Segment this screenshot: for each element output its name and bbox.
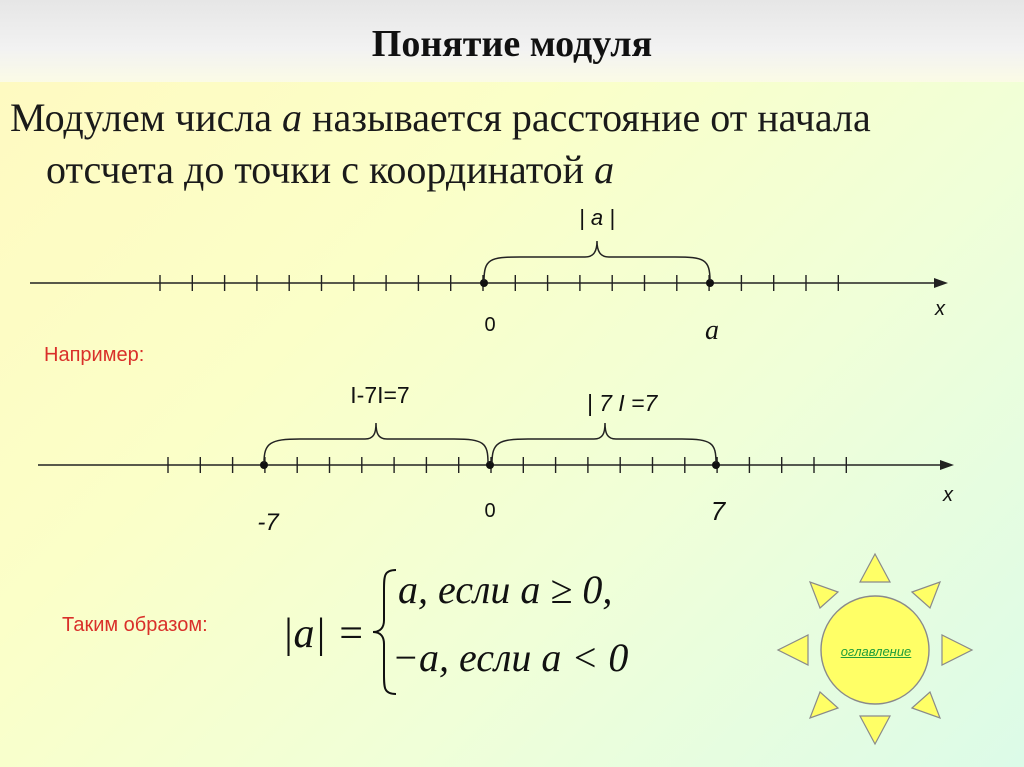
formula-case2: −a, если a < 0: [392, 635, 629, 680]
number-line-2: [0, 375, 1024, 555]
definition-var2: a: [594, 147, 615, 192]
right-brace-label: | 7 I =7: [586, 390, 658, 416]
number-line-1: [0, 195, 1024, 355]
formula-lhs: |a| =: [282, 611, 365, 657]
example-label: Например:: [44, 344, 145, 366]
left-brace-label: I-7I=7: [350, 382, 410, 408]
right-brace: [492, 423, 716, 463]
conclusion-label: Таким образом:: [62, 614, 208, 636]
contents-link[interactable]: оглавление: [840, 644, 912, 659]
zero-label-2: 0: [484, 500, 496, 522]
neg7-label: -7: [257, 509, 279, 536]
definition-part1: Модулем числа: [10, 95, 283, 140]
zero-label-1: 0: [484, 314, 496, 336]
axis-arrow-2: [940, 460, 954, 470]
axis-label-2: x: [943, 484, 953, 506]
axis-arrow-1: [934, 278, 948, 288]
zero-point-2: [486, 461, 494, 469]
definition-part2: называется расстояние от начала: [302, 95, 871, 140]
brace-label-1: | a |: [579, 205, 615, 230]
axis-label-1: x: [935, 298, 945, 320]
slide-title: Понятие модуля: [371, 23, 653, 65]
point-a-label: a: [705, 315, 719, 346]
pos7-label: 7: [710, 496, 726, 526]
definition-part3: отсчета до точки с координатой: [46, 147, 595, 192]
formula-case1: a, если a ≥ 0,: [398, 567, 613, 612]
definition-text: [10, 92, 1010, 196]
definition-var1: a: [282, 95, 303, 140]
